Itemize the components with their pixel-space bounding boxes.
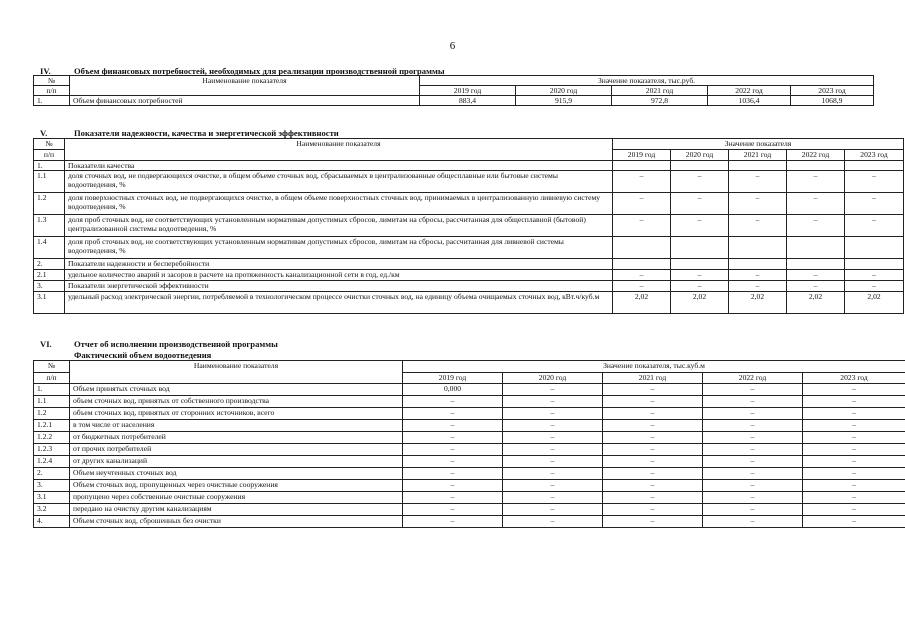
row-name: Объем сточных вод, сброшенных без очистки: [70, 516, 403, 528]
cell-value: –: [671, 270, 729, 281]
row-number: 1.: [34, 384, 70, 396]
cell-value: 2,02: [613, 292, 671, 314]
cell-value: –: [703, 396, 803, 408]
row-number: 3.1: [34, 292, 65, 314]
table-row: [34, 456, 905, 468]
cell-value: [729, 259, 787, 270]
cell-value: –: [503, 480, 603, 492]
table-row: [34, 420, 905, 432]
cell-value: –: [603, 432, 703, 444]
cell-value: –: [729, 215, 787, 237]
cell-value: 0,000: [403, 384, 503, 396]
cell-value: –: [403, 480, 503, 492]
cell-value: 2,02: [729, 292, 787, 314]
row-name: Объем финансовых потребностей: [70, 96, 420, 106]
table-row: [34, 444, 905, 456]
cell-value: –: [703, 504, 803, 516]
table-row: [34, 281, 904, 292]
cell-value: 1068,9: [791, 96, 874, 106]
cell-value: –: [845, 171, 904, 193]
row-number: 3.1: [34, 492, 70, 504]
cell-value: –: [803, 396, 905, 408]
cell-value: –: [787, 215, 845, 237]
year-header: 2021 год: [612, 86, 708, 96]
cell-value: –: [613, 281, 671, 292]
row-number: 1.1: [34, 171, 65, 193]
table-row: [34, 480, 905, 492]
cell-value: –: [703, 444, 803, 456]
cell-value: –: [503, 420, 603, 432]
cell-value: –: [787, 171, 845, 193]
table-row: [34, 270, 904, 281]
row-name: доля сточных вод, не подвергающихся очистке, в общем объеме сточных вод, сбрасываемых в централизованные общесплавные или бытовые системы водоотведения, %: [65, 171, 613, 193]
cell-value: –: [403, 396, 503, 408]
table-row: [34, 96, 874, 106]
table-row: [34, 292, 904, 314]
row-number: 1.2.4: [34, 456, 70, 468]
year-header: 2019 год: [420, 86, 516, 96]
cell-value: 915,9: [516, 96, 612, 106]
cell-value: –: [403, 468, 503, 480]
cell-value: –: [403, 516, 503, 528]
year-header: 2020 год: [671, 150, 729, 161]
cell-value: –: [603, 504, 703, 516]
section-4-title-text: Объем финансовых потребностей, необходимых для реализации производственной программы: [74, 66, 445, 76]
financial-needs-table: [33, 75, 874, 106]
cell-value: –: [845, 270, 904, 281]
row-number: 1.2.3: [34, 444, 70, 456]
cell-value: –: [403, 492, 503, 504]
cell-value: –: [803, 384, 905, 396]
cell-value: [787, 237, 845, 259]
row-number: 1.: [34, 161, 65, 171]
row-name: Объем принятых сточных вод: [70, 384, 403, 396]
section-5-title: [40, 128, 339, 138]
col-name-header: Наименование показателя: [65, 139, 613, 161]
row-number: 1.2: [34, 193, 65, 215]
cell-value: –: [803, 432, 905, 444]
row-number: 3.2: [34, 504, 70, 516]
row-number: 1.2.1: [34, 420, 70, 432]
cell-value: [613, 161, 671, 171]
year-header: 2023 год: [791, 86, 874, 96]
cell-value: –: [703, 480, 803, 492]
cell-value: –: [503, 456, 603, 468]
cell-value: 1036,4: [708, 96, 791, 106]
col-no-header: №: [34, 361, 70, 373]
row-name: Показатели качества: [65, 161, 613, 171]
cell-value: 972,8: [612, 96, 708, 106]
cell-value: –: [603, 468, 703, 480]
row-name: от бюджетных потребителей: [70, 432, 403, 444]
section-5-roman: V.: [40, 128, 48, 138]
cell-value: –: [503, 492, 603, 504]
cell-value: –: [703, 492, 803, 504]
cell-value: –: [403, 444, 503, 456]
page-number: 6: [449, 40, 456, 52]
row-name: Показатели надежности и бесперебойности: [65, 259, 613, 270]
cell-value: –: [803, 444, 905, 456]
year-header: 2022 год: [708, 86, 791, 96]
row-name: Объем неучтенных сточных вод: [70, 468, 403, 480]
cell-value: [787, 259, 845, 270]
table-row: [34, 396, 905, 408]
cell-value: –: [729, 171, 787, 193]
cell-value: –: [803, 456, 905, 468]
cell-value: –: [703, 456, 803, 468]
cell-value: –: [671, 171, 729, 193]
cell-value: –: [845, 193, 904, 215]
cell-value: 2,02: [671, 292, 729, 314]
table-row: [34, 237, 904, 259]
cell-value: [845, 259, 904, 270]
cell-value: –: [803, 480, 905, 492]
cell-value: –: [787, 281, 845, 292]
year-header: 2021 год: [603, 373, 703, 384]
row-name: от других канализаций: [70, 456, 403, 468]
table-row: [34, 468, 905, 480]
cell-value: –: [703, 408, 803, 420]
cell-value: –: [845, 281, 904, 292]
cell-value: [729, 161, 787, 171]
row-name: от прочих потребителей: [70, 444, 403, 456]
table-row: [34, 384, 905, 396]
cell-value: –: [613, 193, 671, 215]
cell-value: –: [803, 504, 905, 516]
cell-value: –: [703, 468, 803, 480]
year-header: 2020 год: [503, 373, 603, 384]
year-header: 2023 год: [845, 150, 904, 161]
cell-value: –: [603, 492, 703, 504]
cell-value: –: [603, 420, 703, 432]
cell-value: –: [671, 215, 729, 237]
row-name: пропущено через собственные очистные сооружения: [70, 492, 403, 504]
cell-value: –: [729, 270, 787, 281]
row-name: удельное количество аварий и засоров в расчете на протяженность канализационной сети в год, ед./км: [65, 270, 613, 281]
cell-value: [671, 237, 729, 259]
cell-value: [729, 237, 787, 259]
table-row: [34, 259, 904, 270]
year-header: 2021 год: [729, 150, 787, 161]
cell-value: –: [503, 384, 603, 396]
row-name: доля проб сточных вод, не соответствующих установленным нормативам допустимых сбросов, лимитам на сбросы, рассчитанная для общесплавной (бытовой) централизованной системы водоотведения, %: [65, 215, 613, 237]
row-number: 2.: [34, 468, 70, 480]
section-6-roman: VI.: [40, 339, 52, 349]
cell-value: 2,02: [845, 292, 904, 314]
row-number: 1.4: [34, 237, 65, 259]
cell-value: –: [603, 396, 703, 408]
cell-value: –: [803, 408, 905, 420]
wastewater-volume-table: [33, 360, 905, 528]
cell-value: –: [703, 384, 803, 396]
cell-value: [613, 237, 671, 259]
cell-value: [671, 259, 729, 270]
row-name: Показатели энергетической эффективности: [65, 281, 613, 292]
cell-value: –: [803, 468, 905, 480]
cell-value: –: [703, 432, 803, 444]
cell-value: –: [403, 456, 503, 468]
year-header: 2019 год: [613, 150, 671, 161]
section-4-roman: IV.: [40, 66, 51, 76]
cell-value: –: [603, 384, 703, 396]
cell-value: –: [503, 408, 603, 420]
cell-value: –: [671, 281, 729, 292]
col-no-header-2: п/п: [34, 150, 65, 161]
cell-value: [845, 237, 904, 259]
row-number: 1.: [34, 96, 70, 106]
cell-value: [845, 161, 904, 171]
cell-value: [671, 161, 729, 171]
cell-value: –: [403, 504, 503, 516]
cell-value: –: [503, 504, 603, 516]
cell-value: –: [603, 480, 703, 492]
cell-value: –: [787, 270, 845, 281]
row-name: передано на очистку другим канализациям: [70, 504, 403, 516]
cell-value: –: [503, 432, 603, 444]
row-name: доля поверхностных сточных вод, не подвергающихся очистке, в общем объеме поверхностных сточных вод, принимаемых в централизованную ливневую систему водоотведения, %: [65, 193, 613, 215]
cell-value: –: [613, 215, 671, 237]
row-number: 3.: [34, 480, 70, 492]
cell-value: [613, 259, 671, 270]
cell-value: –: [403, 432, 503, 444]
section-6-title-text: Отчет об исполнении производственной программы: [74, 339, 278, 349]
cell-value: –: [603, 516, 703, 528]
col-no-header: №: [34, 139, 65, 150]
cell-value: –: [845, 215, 904, 237]
row-number: 2.: [34, 259, 65, 270]
cell-value: –: [603, 408, 703, 420]
table-row: [34, 408, 905, 420]
year-header: 2023 год: [803, 373, 905, 384]
year-header: 2022 год: [787, 150, 845, 161]
row-number: 1.2.2: [34, 432, 70, 444]
row-name: объем сточных вод, принятых от сторонних источников, всего: [70, 408, 403, 420]
row-number: 1.1: [34, 396, 70, 408]
col-value-header: Значение показателя, тыс.руб.: [420, 76, 874, 86]
quality-indicators-table: [33, 138, 904, 314]
row-name: доля проб сточных вод, не соответствующих установленным нормативам допустимых сбросов, лимитам на сбросы, рассчитанная для ливневой системы водоотведения, %: [65, 237, 613, 259]
col-no-header-2: п/п: [34, 86, 70, 96]
cell-value: –: [703, 420, 803, 432]
table-row: [34, 215, 904, 237]
cell-value: –: [503, 444, 603, 456]
cell-value: –: [503, 516, 603, 528]
row-name: Объем сточных вод, пропущенных через очистные сооружения: [70, 480, 403, 492]
section-5-title-text: Показатели надежности, качества и энергетической эффективности: [74, 128, 339, 138]
cell-value: –: [671, 193, 729, 215]
section-6-title: [40, 339, 278, 349]
cell-value: –: [403, 408, 503, 420]
row-number: 1.2: [34, 408, 70, 420]
year-header: 2020 год: [516, 86, 612, 96]
row-number: 2.1: [34, 270, 65, 281]
table-row: [34, 193, 904, 215]
row-number: 4.: [34, 516, 70, 528]
cell-value: 2,02: [787, 292, 845, 314]
section-6-subtitle: Фактический объем водоотведения: [74, 350, 212, 360]
col-no-header: №: [34, 76, 70, 86]
row-name: в том числе от населения: [70, 420, 403, 432]
year-header: 2019 год: [403, 373, 503, 384]
cell-value: 883,4: [420, 96, 516, 106]
cell-value: –: [803, 492, 905, 504]
table-row: [34, 516, 905, 528]
row-name: удельный расход электрической энергии, потребляемой в технологическом процессе очистки сточных вод, на единицу объема очищаемых сточных вод, кВт.ч/куб.м: [65, 292, 613, 314]
col-value-header: Значение показателя, тыс.куб.м: [403, 361, 905, 373]
cell-value: –: [729, 193, 787, 215]
cell-value: –: [603, 444, 703, 456]
table-row: [34, 492, 905, 504]
row-name: объем сточных вод, принятых от собственного производства: [70, 396, 403, 408]
col-value-header: Значение показателя: [613, 139, 904, 150]
cell-value: –: [729, 281, 787, 292]
col-name-header: Наименование показателя: [70, 76, 420, 96]
cell-value: –: [787, 193, 845, 215]
row-number: 3.: [34, 281, 65, 292]
table-row: [34, 161, 904, 171]
cell-value: –: [503, 396, 603, 408]
cell-value: –: [803, 516, 905, 528]
cell-value: [787, 161, 845, 171]
table-row: [34, 504, 905, 516]
table-row: [34, 171, 904, 193]
cell-value: –: [603, 456, 703, 468]
cell-value: –: [703, 516, 803, 528]
col-no-header-2: п/п: [34, 373, 70, 384]
table-row: [34, 432, 905, 444]
cell-value: –: [503, 468, 603, 480]
cell-value: –: [403, 420, 503, 432]
row-number: 1.3: [34, 215, 65, 237]
year-header: 2022 год: [703, 373, 803, 384]
cell-value: –: [613, 171, 671, 193]
cell-value: –: [613, 270, 671, 281]
col-name-header: Наименование показателя: [70, 361, 403, 384]
cell-value: –: [803, 420, 905, 432]
